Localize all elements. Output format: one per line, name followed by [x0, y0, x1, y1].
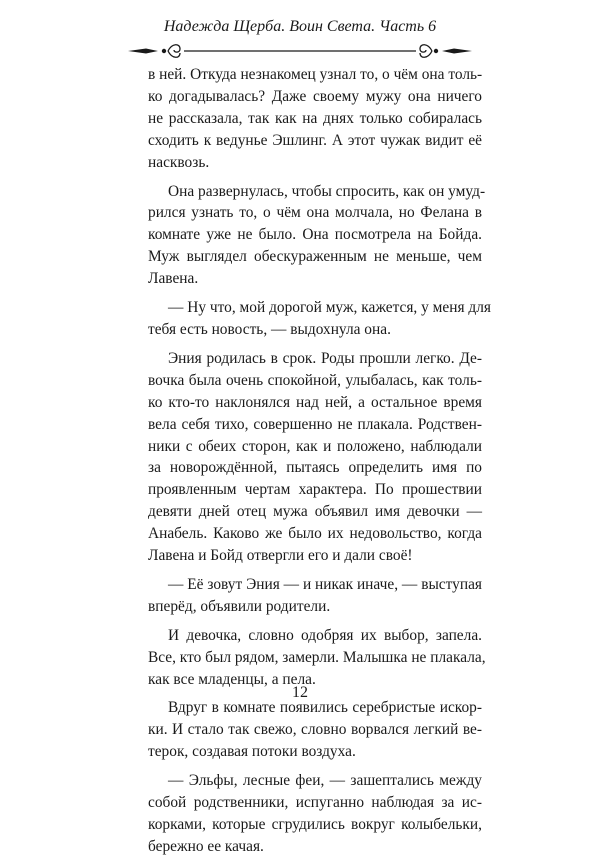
text-line: Все, кто был рядом, замерли. Малышка не плакала,: [148, 648, 486, 666]
text-line: ки. И стало так свежо, словно ворвался легкий ве-: [148, 721, 482, 739]
text-line: Вдруг в комнате появились серебристые искор-: [168, 699, 482, 717]
text-line: — Ну что, мой дорогой муж, кажется, у меня для: [168, 299, 491, 317]
text-line: — Её зовут Эния — и никак иначе, — выступая: [168, 575, 482, 593]
text-line: в ней. Откуда незнакомец узнал то, о чём она толь-: [148, 66, 483, 83]
paragraph: [148, 181, 486, 291]
text-line: вперёд, объявили родители.: [148, 597, 331, 615]
text-line: И девочка, словно одобряя их выбор, запела.: [168, 626, 482, 644]
header-ornament-icon: [128, 42, 472, 60]
text-line: Лавена.: [148, 270, 199, 288]
text-line: ники с обеих сторон, как и положено, наблюдали: [148, 437, 482, 455]
text-line: бережно ее качая.: [148, 837, 264, 855]
text-line: тебя есть новость, — выдохнула она.: [148, 320, 391, 338]
paragraph: [148, 625, 486, 691]
text-line: собой родственники, испуганно наблюдая за ис-: [148, 794, 482, 812]
text-line: рился узнать то, о чём она молчала, но Фелана в: [148, 204, 482, 222]
text-line: Эния родилась в срок. Роды прошли легко. Де-: [168, 349, 482, 367]
paragraph: [148, 574, 482, 618]
text-line: насквозь.: [148, 153, 210, 171]
text-line: проявленным чертам характера. По прошествии: [148, 481, 482, 499]
text-line: Муж выглядел обескураженным не меньше, чем: [148, 248, 482, 266]
text-line: вочка была очень спокойной, улыбалась, как толь-: [148, 371, 482, 389]
text-line: — Эльфы, лесные феи, — зашептались между: [168, 772, 482, 790]
paragraph: [148, 697, 482, 763]
text-line: Лавена и Бойд отвергли его и дали своё!: [148, 547, 413, 565]
text-line: не рассказала, так как на днях только собиралась: [148, 109, 482, 127]
running-header-title: Надежда Щерба. Воин Света. Часть 6: [163, 18, 437, 35]
text-line: вела себя тихо, совершенно не плакала. Родствен-: [148, 415, 482, 433]
paragraph: [148, 64, 482, 174]
paragraph: [148, 297, 491, 341]
text-line: за новорождённой, пытаясь определить имя по: [148, 459, 482, 477]
text-line: сходить к ведунье Эшлинг. А этот чужак видит её: [148, 131, 482, 149]
text-line: терок, создавая потоки воздуха.: [148, 743, 356, 761]
paragraph: [148, 770, 482, 858]
paragraph: [148, 348, 482, 567]
text-line: девяти дней отец мужа объявил имя девочки —: [148, 503, 482, 521]
text-line: ко догадывалась? Даже своему мужу она ничего: [148, 87, 482, 105]
page-body-text: [148, 64, 491, 865]
text-line: Она развернулась, чтобы спросить, как он умуд-: [168, 182, 486, 200]
text-line: комнате уже не было. Она посмотрела на Бойда.: [148, 226, 482, 244]
running-header: [0, 18, 600, 62]
text-line: как все младенцы, а пела.: [148, 670, 316, 688]
page-number: 12: [292, 684, 308, 701]
text-line: корками, которые сгрудились вокруг колыбельки,: [148, 816, 482, 833]
text-line: Анабель. Каково же было их недовольство, когда: [148, 525, 482, 543]
text-line: ко кто-то наклонялся над ней, а остальное время: [148, 393, 482, 411]
